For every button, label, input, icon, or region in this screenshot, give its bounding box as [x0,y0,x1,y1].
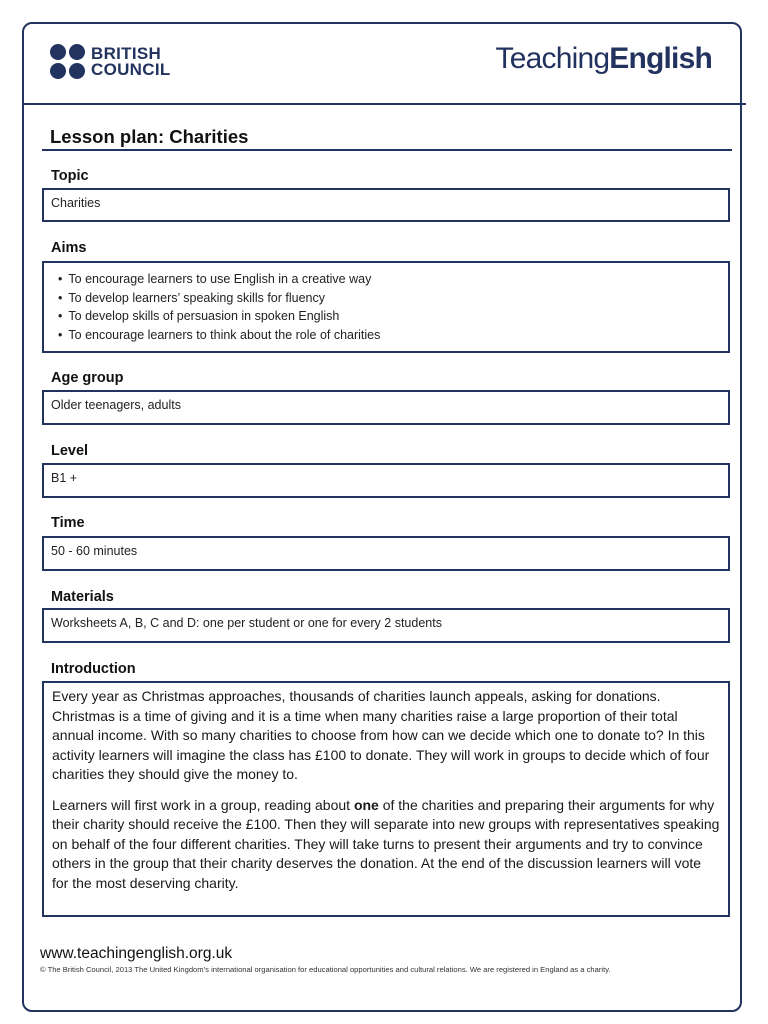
introduction-paragraph: Every year as Christmas approaches, thousands of charities launch appeals, asking for donations. Christmas is a time of giving and it is a time when many charities raise a large proportion of their total annual income. With so many charities to choose from how can we decide which one to donate to? In this activity learners will imagine the class has £100 to donate. They will work in groups to decide which of four charities they should give the money to. [52,688,710,782]
aims-list [58,270,721,344]
aims-box [42,261,730,353]
time-label: Time [51,515,85,531]
age-group-label: Age group [51,370,124,386]
topic-label: Topic [51,168,89,184]
aims-item: • To develop skills of persuasion in spoken English [58,307,721,326]
aims-item: • To encourage learners to think about the role of charities [58,326,721,345]
british-council-logo [50,44,171,79]
age-group-value: Older teenagers, adults [51,398,181,412]
introduction-paragraph: Learners will first work in a group, reading about one of the charities and preparing their arguments for why their charity should receive the £100. Then they will separate into new groups with representatives speaking on behalf of the four different charities. They will take turns to present their arguments and try to convince others in the group that their charity deserves the donation. At the end of the discussion learners will vote for the most deserving charity. [52,796,720,891]
aims-label: Aims [51,240,87,256]
introduction-box [42,681,730,917]
topic-box [42,188,730,222]
page-title: Lesson plan: Charities [50,126,249,147]
materials-box [42,608,730,643]
aims-item: • To develop learners’ speaking skills for fluency [58,289,721,308]
footer-copyright: © The British Council, 2013 The United Kingdom’s international organisation for educational opportunities and cultural relations. We are registered in England as a charity. [40,965,611,974]
time-value: 50 - 60 minutes [51,544,138,558]
title-divider [42,149,732,151]
british-council-wordmark: BRITISH COUNCIL [91,43,171,79]
footer-url[interactable]: www.teachingenglish.org.uk [40,945,233,962]
level-label: Level [51,443,89,459]
time-box [42,536,730,571]
materials-value: Worksheets A, B, C and D: one per student or one for every 2 students [51,616,442,630]
topic-value: Charities [51,196,101,210]
level-value: B1 + [51,471,78,485]
age-group-box [42,390,730,425]
header-divider [22,103,746,105]
level-box [42,463,730,498]
teaching-english-logo: TeachingEnglish [495,42,712,75]
materials-label: Materials [51,589,114,605]
introduction-label: Introduction [51,661,136,677]
british-council-dots-icon [50,44,85,79]
aims-item: • To encourage learners to use English in a creative way [58,270,721,289]
